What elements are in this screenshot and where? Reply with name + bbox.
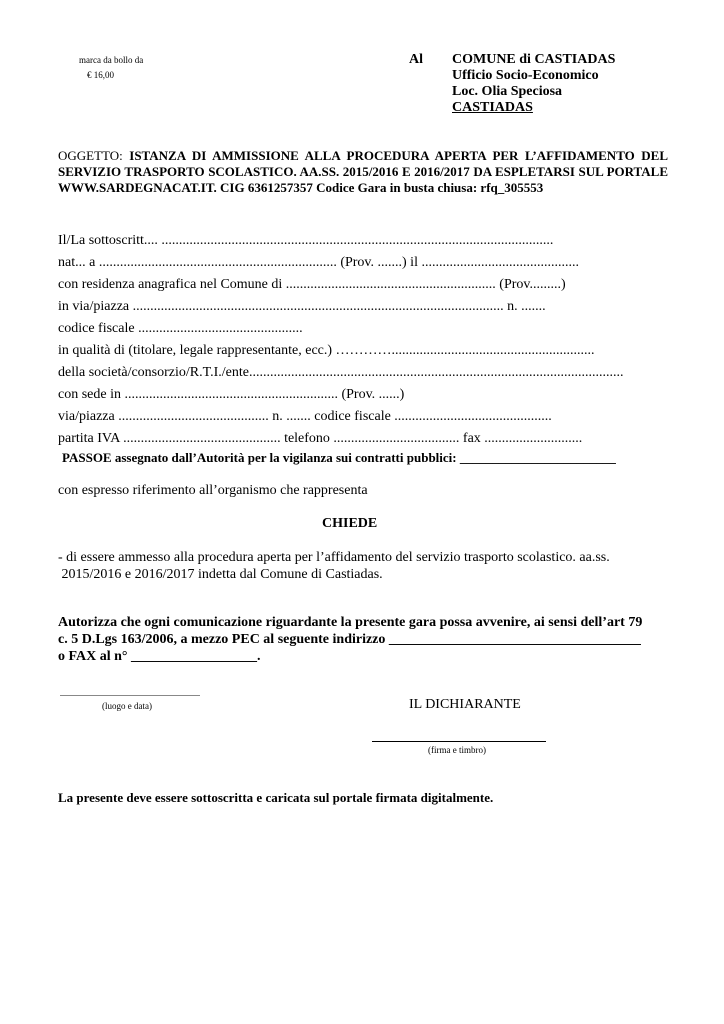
declarant-label: IL DICHIARANTE [409,697,521,712]
chiede-heading: CHIEDE [322,516,378,531]
passoe-field[interactable]: PASSOE assegnato dall’Autorità per la vigilanza sui contratti pubblici: ________________________ [62,450,616,465]
signature-label: (firma e timbro) [428,745,486,755]
recipient-line-2: Ufficio Socio-Economico [452,68,599,83]
form-fields [58,231,624,451]
subject-label: OGGETTO: [58,148,130,163]
recipient-line-1: COMUNE di CASTIADAS [452,52,616,67]
field-residence[interactable]: con residenza anagrafica nel Comune di ............................................................ (Prov.........) [58,277,566,292]
footer-note: La presente deve essere sottoscritta e caricata sul portale firmata digitalmente. [58,790,494,805]
request-line-2: 2015/2016 e 2016/2017 indetta dal Comune di Castiadas. [58,567,383,582]
subject-text: ISTANZA DI AMMISSIONE ALLA PROCEDURA APERTA PER L’AFFIDAMENTO DEL SERVIZIO TRASPORTO SCOLASTICO. AA.SS. 2015/2016 E 2016/2017 DA ESPLETARSI SUL PORTALE WWW.SARDEGNACAT.IT. CIG 6361257357 Codice Gara in busta chiusa: rfq_305553 [58,148,668,195]
field-headquarters[interactable]: con sede in ............................................................. (Prov. ......) [58,387,405,402]
field-role[interactable]: in qualità di (titolare, legale rappresentante, ecc.) ………….......................................................... [58,343,595,358]
recipient-prefix: Al [409,52,423,67]
recipient-line-4: CASTIADAS [452,100,533,115]
field-name[interactable]: Il/La sottoscritt.... ................................................................................................................ [58,233,554,248]
field-birth[interactable]: nat... a .................................................................... (Prov. .......) il ............................................. [58,255,579,270]
authorization-line-3[interactable]: o FAX al n° __________________. [58,649,261,664]
stamp-label: marca da bollo da [79,55,144,65]
field-tax-code[interactable]: codice fiscale ............................................... [58,321,303,336]
place-date-line[interactable] [60,695,200,696]
field-vat-phone-fax[interactable]: partita IVA ............................................. telefono .................................... fax ............................ [58,431,583,446]
field-company[interactable]: della società/consorzio/R.T.I./ente........................................................................................................... [58,365,624,380]
reference-text: con espresso riferimento all’organismo che rappresenta [58,483,368,498]
authorization-line-1: Autorizza che ogni comunicazione riguardante la presente gara possa avvenire, ai sensi dell’art 79 [58,615,643,630]
stamp-amount: € 16,00 [87,70,114,80]
signature-line[interactable] [372,741,546,742]
place-date-label: (luogo e data) [102,701,152,711]
field-street[interactable]: in via/piazza .......................................................................................................... n. ....... [58,299,546,314]
field-company-street[interactable]: via/piazza ........................................... n. ....... codice fiscale ............................................. [58,409,552,424]
request-line-1: - di essere ammesso alla procedura aperta per l’affidamento del servizio trasporto scolastico. aa.ss. [58,550,610,565]
authorization-line-2[interactable]: c. 5 D.Lgs 163/2006, a mezzo PEC al seguente indirizzo ____________________________________ [58,632,641,647]
recipient-line-3: Loc. Olia Speciosa [452,84,563,99]
subject [58,148,668,196]
